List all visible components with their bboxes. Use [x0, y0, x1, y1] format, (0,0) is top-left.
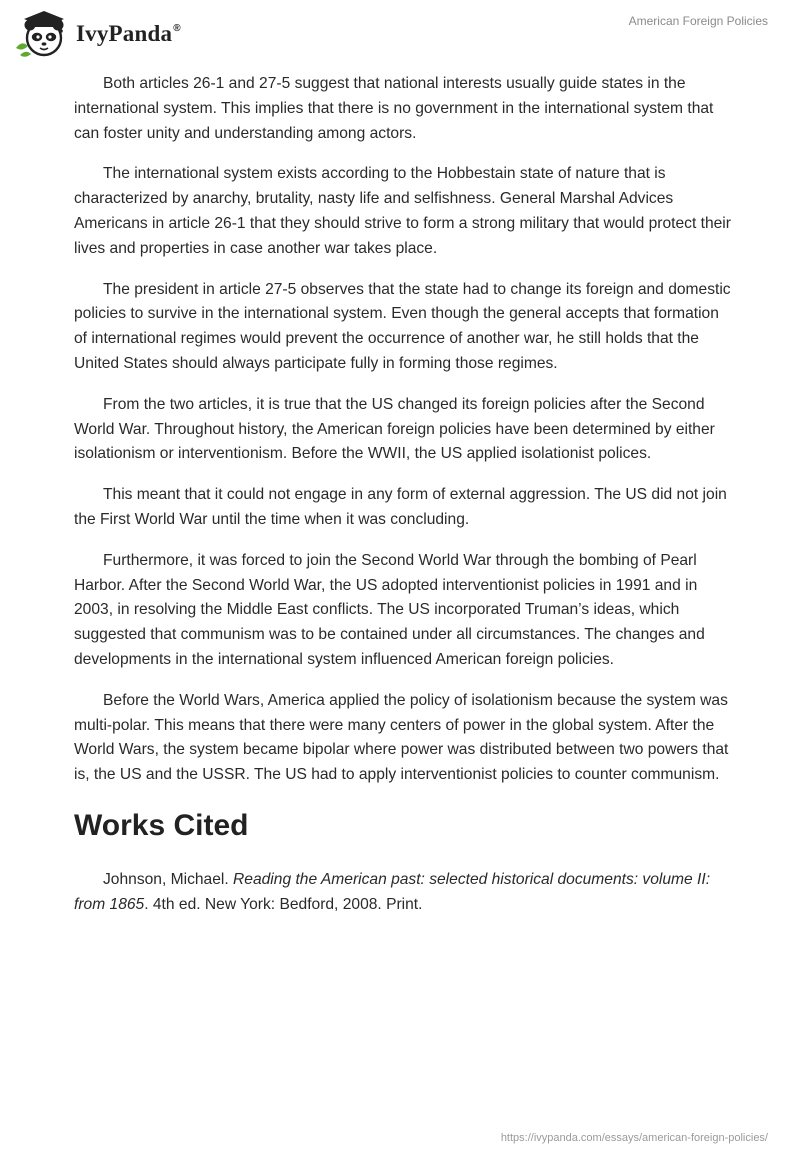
essay-content: [74, 72, 734, 918]
page-header: [0, 0, 800, 64]
document-title: American Foreign Policies: [628, 14, 768, 28]
body-paragraph: Both articles 26-1 and 27-5 suggest that national interests usually guide states in the international system. This implies that there is no government in the international system that can foster unity and understanding among actors.: [74, 75, 714, 142]
body-paragraph: Furthermore, it was forced to join the Second World War through the bombing of Pearl Harbor. After the Second World War, the US adopted interventionist policies in 1991 and in 2003, in resolving the Middle East conflicts. The US incorporated Truman’s ideas, which suggested that communism was to be contained under all circumstances. The changes and developments in the international system influenced American foreign policies.: [74, 551, 705, 668]
brand-name: IvyPanda®: [76, 21, 181, 46]
body-paragraph: Before the World Wars, America applied the policy of isolationism because the system was multi-polar. This means that there were many centers of power in the global system. After the World Wars, the system became bipolar where power was distributed between two powers that is, the US and the USSR. The US had to apply interventionist policies to counter communism.: [74, 691, 729, 784]
citation-entry: [74, 868, 734, 918]
body-paragraph: This meant that it could not engage in any form of external aggression. The US did not join the First World War until the time when it was concluding.: [74, 486, 727, 528]
body-paragraph: The president in article 27-5 observes that the state had to change its foreign and domestic policies to survive in the international system. Even though the general accepts that formation of international regimes would prevent the occurrence of another war, he still holds that the United States should always participate fully in forming those regimes.: [74, 280, 731, 372]
body-paragraph: From the two articles, it is true that the US changed its foreign policies after the Second World War. Throughout history, the American foreign policies have been determined by either isolationism or interventionism. Before the WWII, the US applied isolationist polices.: [74, 395, 715, 463]
citation-publication: . 4th ed. New York: Bedford, 2008. Print.: [144, 895, 423, 913]
citation-author: Johnson, Michael.: [103, 870, 234, 888]
source-url[interactable]: https://ivypanda.com/essays/american-foreign-policies/: [500, 1132, 768, 1144]
citation-title: Reading the American past: selected historical documents: volume II: from 1865: [74, 870, 711, 913]
body-paragraph: The international system exists according to the Hobbestain state of nature that is characterized by anarchy, brutality, nasty life and selfishness. General Marshal Advices Americans in article 26-1 that they should strive to form a strong military that would protect their lives and properties in case another war takes place.: [74, 165, 731, 257]
works-cited-heading: Works Cited: [74, 808, 249, 842]
ivypanda-logo[interactable]: [14, 8, 181, 58]
panda-graduate-icon: [14, 8, 72, 58]
registered-mark: ®: [173, 23, 181, 34]
